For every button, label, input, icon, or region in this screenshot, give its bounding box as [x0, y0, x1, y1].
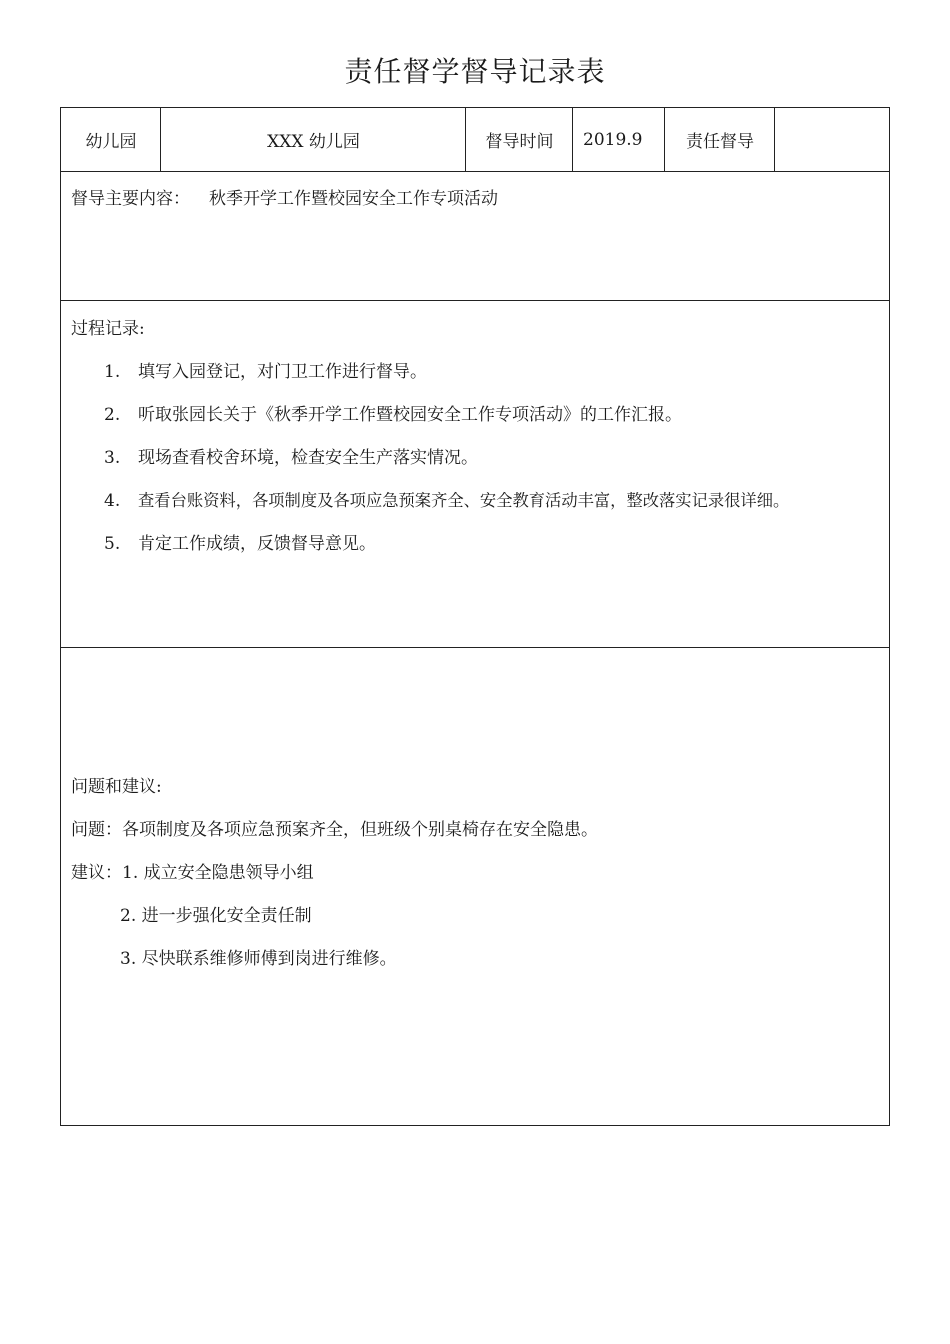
time-label: 督导时间: [485, 132, 554, 152]
list-item-number: 2.: [104, 405, 121, 425]
page-title: 责任督学督导记录表: [344, 55, 606, 88]
list-item: 现场查看校舍环境，检查安全生产落实情况。: [138, 448, 478, 468]
suggestion-item: 3. 尽快联系维修师傅到岗进行维修。: [120, 949, 397, 969]
process-label: 过程记录:: [71, 319, 145, 339]
content-section: [61, 171, 889, 301]
list-item-number: 4.: [104, 491, 121, 511]
list-item-number: 5.: [104, 534, 121, 554]
issues-section: [61, 648, 889, 1125]
supervisor-value: [775, 108, 889, 171]
content-label: 督导主要内容：: [71, 189, 190, 209]
list-item: 肯定工作成绩，反馈督导意见。: [138, 534, 376, 554]
kindergarten-name: XXX 幼儿园: [267, 132, 360, 152]
problem-text: 问题：各项制度及各项应急预案齐全，但班级个别桌椅存在安全隐患。: [71, 820, 598, 840]
supervisor-label: 责任督导: [686, 132, 754, 152]
record-table: [60, 107, 890, 1126]
suggestion-item: 2. 进一步强化安全责任制: [120, 906, 312, 926]
list-item: 听取张园长关于《秋季开学工作暨校园安全工作专项活动》的工作汇报。: [138, 405, 682, 425]
list-item: 填写入园登记，对门卫工作进行督导。: [138, 362, 427, 382]
content-value: 秋季开学工作暨校园安全工作专项活动: [209, 189, 498, 209]
suggestion-item: 建议：1. 成立安全隐患领导小组: [71, 863, 314, 883]
list-item: 查看台账资料，各项制度及各项应急预案齐全、安全教育活动丰富，整改落实记录很详细。: [138, 491, 790, 510]
process-section: [61, 301, 889, 648]
list-item-number: 1.: [104, 362, 121, 382]
header-row: [61, 108, 889, 172]
issues-label: 问题和建议:: [71, 777, 162, 797]
kindergarten-label: 幼儿园: [85, 132, 137, 152]
time-value: 2019.9: [583, 129, 643, 150]
list-item-number: 3.: [104, 448, 121, 468]
